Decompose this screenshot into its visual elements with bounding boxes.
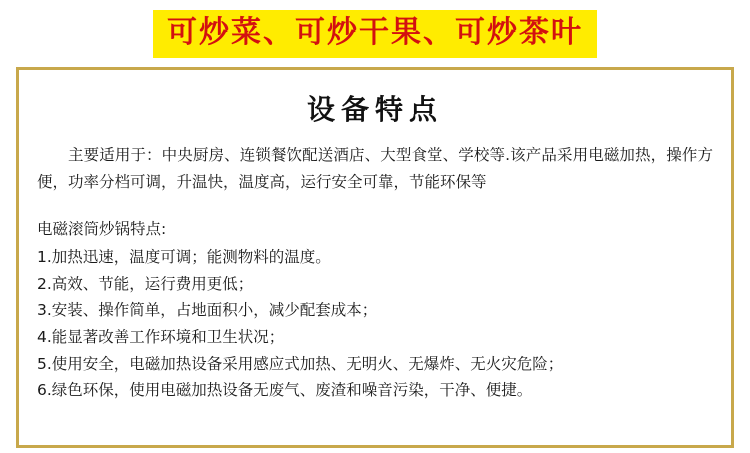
list-item: 2.高效、节能，运行费用更低； — [37, 274, 254, 293]
list-item: 5.使用安全，电磁加热设备采用感应式加热、无明火、无爆炸、无火灾危险； — [37, 354, 564, 373]
list-item: 6.绿色环保，使用电磁加热设备无废气、废渣和噪音污染，干净、便捷。 — [37, 381, 533, 400]
intro-paragraph: 主要适用于：中央厨房、连锁餐饮配送酒店、大型食堂、学校等.该产品采用电磁加热，操作方便，功率分档可调，升温快，温度高，运行安全可靠，节能环保等 — [37, 145, 713, 191]
headline-banner-container — [0, 0, 750, 58]
features-list — [37, 244, 713, 404]
card-title: 设备特点 — [306, 92, 443, 126]
paragraph-spacer — [37, 202, 713, 216]
feature-card — [16, 67, 734, 448]
features-heading: 电磁滚筒炒锅特点: — [37, 219, 167, 238]
list-item: 1.加热迅速，温度可调；能测物料的温度。 — [37, 248, 331, 267]
list-item: 3.安装、操作简单，占地面积小，减少配套成本； — [37, 301, 378, 320]
list-item: 4.能显著改善工作环境和卫生状况； — [37, 328, 285, 347]
headline-banner: 可炒菜、可炒干果、可炒茶叶 — [153, 10, 597, 58]
